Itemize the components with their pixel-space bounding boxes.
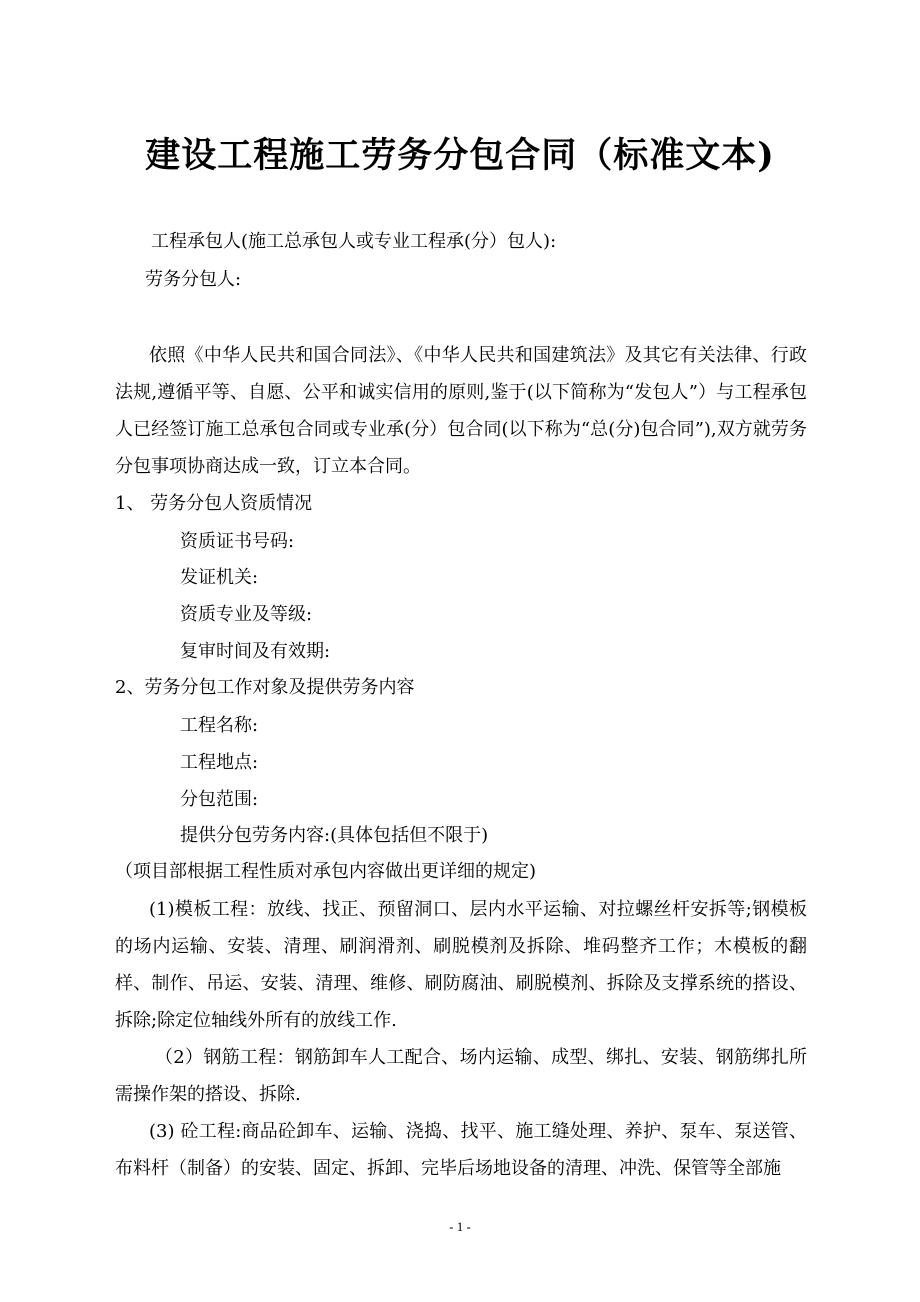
section-2-heading: 2、劳务分包工作对象及提供劳务内容 xyxy=(115,677,415,698)
contract-title: 建设工程施工劳务分包合同（标准文本) xyxy=(145,135,775,176)
field-project-name: 工程名称: xyxy=(180,715,259,736)
section-1-heading: 1、 劳务分包人资质情况 xyxy=(115,493,313,514)
preamble-paragraph: 依照《中华人民共和国合同法》、《中华人民共和国建筑法》及其它有关法律、行政法规,遵循平等、自愿、公平和诚实信用的原则,鉴于(以下简称为“发包人”）与工程承包人已经签订施工总承包合同或专业承(分）包合同(以下称为“总(分)包合同”),双方就劳务分包事项协商达成一致，订立本合同。 xyxy=(115,345,807,477)
item-formwork: (1)模板工程：放线、找正、预留洞口、层内水平运输、对拉螺丝杆安拆等;钢模板的场内运输、安装、清理、刷润滑剂、刷脱模剂及拆除、堆码整齐工作；木模板的翻样、制作、吊运、安装、清理、维修、刷防腐油、刷脱模剂、拆除及支撑系统的搭设、拆除;除定位轴线外所有的放线工作. xyxy=(115,899,807,1031)
field-review-validity: 复审时间及有效期: xyxy=(180,641,331,662)
subcontractor-party-line: 劳务分包人: xyxy=(145,269,242,290)
page-number: - 1 - xyxy=(449,1219,471,1234)
field-issuing-authority: 发证机关: xyxy=(180,567,259,588)
field-project-location: 工程地点: xyxy=(180,752,259,773)
section-2-note: （项目部根据工程性质对承包内容做出更详细的规定) xyxy=(115,861,537,882)
field-subcontract-scope: 分包范围: xyxy=(180,789,259,810)
contractor-party-line: 工程承包人(施工总承包人或专业工程承(分）包人): xyxy=(151,231,557,252)
field-labor-content: 提供分包劳务内容:(具体包括但不限于) xyxy=(180,825,489,846)
field-certificate-number: 资质证书号码: xyxy=(180,531,295,552)
item-concrete: (3) 砼工程:商品砼卸车、运输、浇捣、找平、施工缝处理、养护、泵车、泵送管、布料杆（制备）的安装、固定、拆卸、完毕后场地设备的清理、冲洗、保管等全部施 xyxy=(115,1121,807,1179)
field-qualification-level: 资质专业及等级: xyxy=(180,604,313,625)
item-rebar: （2）钢筋工程：钢筋卸车人工配合、场内运输、成型、绑扎、安装、钢筋绑扎所需操作架的搭设、拆除. xyxy=(115,1047,807,1105)
